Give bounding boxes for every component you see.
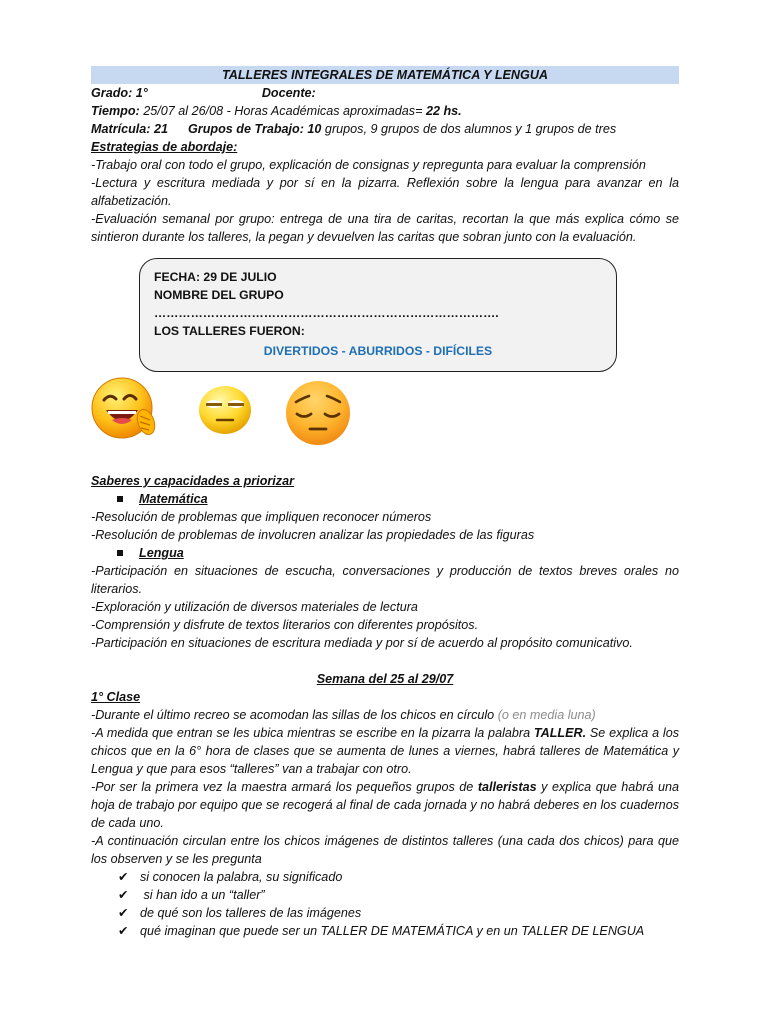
- grado-line: [91, 84, 679, 102]
- matricula-label: Matrícula: 21: [91, 122, 168, 136]
- clase-p3-text-a: -Por ser la primera vez la maestra armará los pequeños grupos de: [91, 780, 478, 794]
- clase-heading: 1° Clase: [91, 690, 141, 704]
- clase-p3-text-b: y explica que habrá una hoja de trabajo por equipo que se recogerá al final de cada jornada y no habrá deberes en los cuadernos de cada uno.: [91, 780, 679, 830]
- clase-p2-text-a: -A medida que entran se les ubica mientras se escribe en la pizarra la palabra: [91, 726, 534, 740]
- card-fecha: FECHA: 29 DE JULIO: [154, 270, 277, 284]
- evaluation-card: [139, 258, 617, 372]
- laughing-face-icon: [90, 376, 158, 442]
- lengua-item: -Participación en situaciones de escritura mediada y por sí de acuerdo al propósito comunicativo.: [91, 636, 633, 650]
- estrategias-heading: Estrategias de abordaje:: [91, 140, 238, 154]
- clase-p2-bold: TALLER.: [533, 726, 587, 740]
- document-body: [91, 66, 679, 246]
- pensive-face-icon: [283, 380, 353, 446]
- tiempo-value: 25/07 al 26/08 - Horas Académicas aproximadas=: [139, 104, 426, 118]
- check-item-text: si conocen la palabra, su significado: [140, 870, 343, 884]
- check-item-text: de qué son los talleres de las imágenes: [140, 906, 362, 920]
- clase-paragraph-1: [91, 706, 679, 724]
- square-bullet-icon: [117, 550, 123, 556]
- document-title: TALLERES INTEGRALES DE MATEMÁTICA Y LENGUA: [91, 66, 679, 84]
- estrategia-item: -Trabajo oral con todo el grupo, explicación de consignas y repregunta para evaluar la comprensión: [91, 158, 646, 172]
- matematica-item: -Resolución de problemas que impliquen reconocer números: [91, 510, 432, 524]
- check-item: [91, 904, 679, 922]
- square-bullet-icon: [117, 496, 123, 502]
- clase-p1-note: (o en media luna): [497, 708, 596, 722]
- clase-p1-text: -Durante el último recreo se acomodan las sillas de los chicos en círculo: [91, 708, 498, 722]
- grado-label: Grado: 1°: [91, 86, 148, 100]
- docente-label: Docente:: [261, 86, 316, 100]
- estrategia-item: -Evaluación semanal por grupo: entrega de una tira de caritas, recortan la que más explica cómo se sintieron durante los talleres, la pegan y devuelven las caritas que sobran junto con la evaluación.: [91, 212, 679, 244]
- check-item: [91, 886, 679, 904]
- check-item-text: qué imaginan que puede ser un TALLER DE MATEMÁTICA y en un TALLER DE LENGUA: [140, 924, 645, 938]
- check-item-text: si han ido a un “taller”: [140, 888, 265, 902]
- card-nombre-grupo: NOMBRE DEL GRUPO ………………………………………………………………………….: [154, 288, 499, 320]
- saberes-heading: Saberes y capacidades a priorizar: [91, 474, 295, 488]
- bored-face-icon: [197, 384, 253, 436]
- clase-paragraph-4: -A continuación circulan entre los chicos imágenes de distintos talleres (una cada dos chicos) para que los observen y se les pregunta: [91, 834, 679, 866]
- tiempo-hours: 22 hs.: [425, 104, 462, 118]
- matricula-line: [91, 120, 679, 138]
- checkmark-icon: ✔: [118, 924, 129, 938]
- tiempo-line: [91, 102, 679, 120]
- checkmark-icon: ✔: [118, 870, 129, 884]
- clase-p3-bold: talleristas: [477, 780, 537, 794]
- checkmark-icon: ✔: [118, 888, 129, 902]
- clase-paragraph-3: [91, 778, 679, 832]
- clase-p2-text-b: Se explica a los chicos que en la 6° hora de clases que se aumenta de lunes a viernes, habrá talleres de Matemática y Lengua y que para esos “talleres” van a trabajar con otro.: [91, 726, 679, 776]
- semana-heading: Semana del 25 al 29/07: [316, 672, 454, 686]
- grupos-label: Grupos de Trabajo: 10: [188, 122, 322, 136]
- matematica-label: Matemática: [139, 492, 208, 506]
- check-item: [91, 922, 679, 940]
- check-item: [91, 868, 679, 886]
- tiempo-label: Tiempo:: [91, 104, 140, 118]
- matematica-item: -Resolución de problemas de involucren analizar las propiedades de las figuras: [91, 528, 535, 542]
- lengua-item: -Participación en situaciones de escucha, conversaciones y producción de textos breves orales no literarios.: [91, 564, 679, 596]
- checkmark-icon: ✔: [118, 906, 129, 920]
- saberes-section: [91, 472, 679, 940]
- estrategia-item: -Lectura y escritura mediada y por sí en la pizarra. Reflexión sobre la lengua para avanzar en la alfabetización.: [91, 176, 679, 208]
- lengua-item: -Comprensión y disfrute de textos literarios con diferentes propósitos.: [91, 618, 479, 632]
- lengua-item: -Exploración y utilización de diversos materiales de lectura: [91, 600, 418, 614]
- clase-paragraph-2: [91, 724, 679, 778]
- grupos-value: grupos, 9 grupos de dos alumnos y 1 grupos de tres: [321, 122, 617, 136]
- card-talleres: LOS TALLERES FUERON:: [154, 324, 305, 338]
- lengua-label: Lengua: [139, 546, 184, 560]
- card-options: DIVERTIDOS - ABURRIDOS - DIFÍCILES: [263, 344, 493, 358]
